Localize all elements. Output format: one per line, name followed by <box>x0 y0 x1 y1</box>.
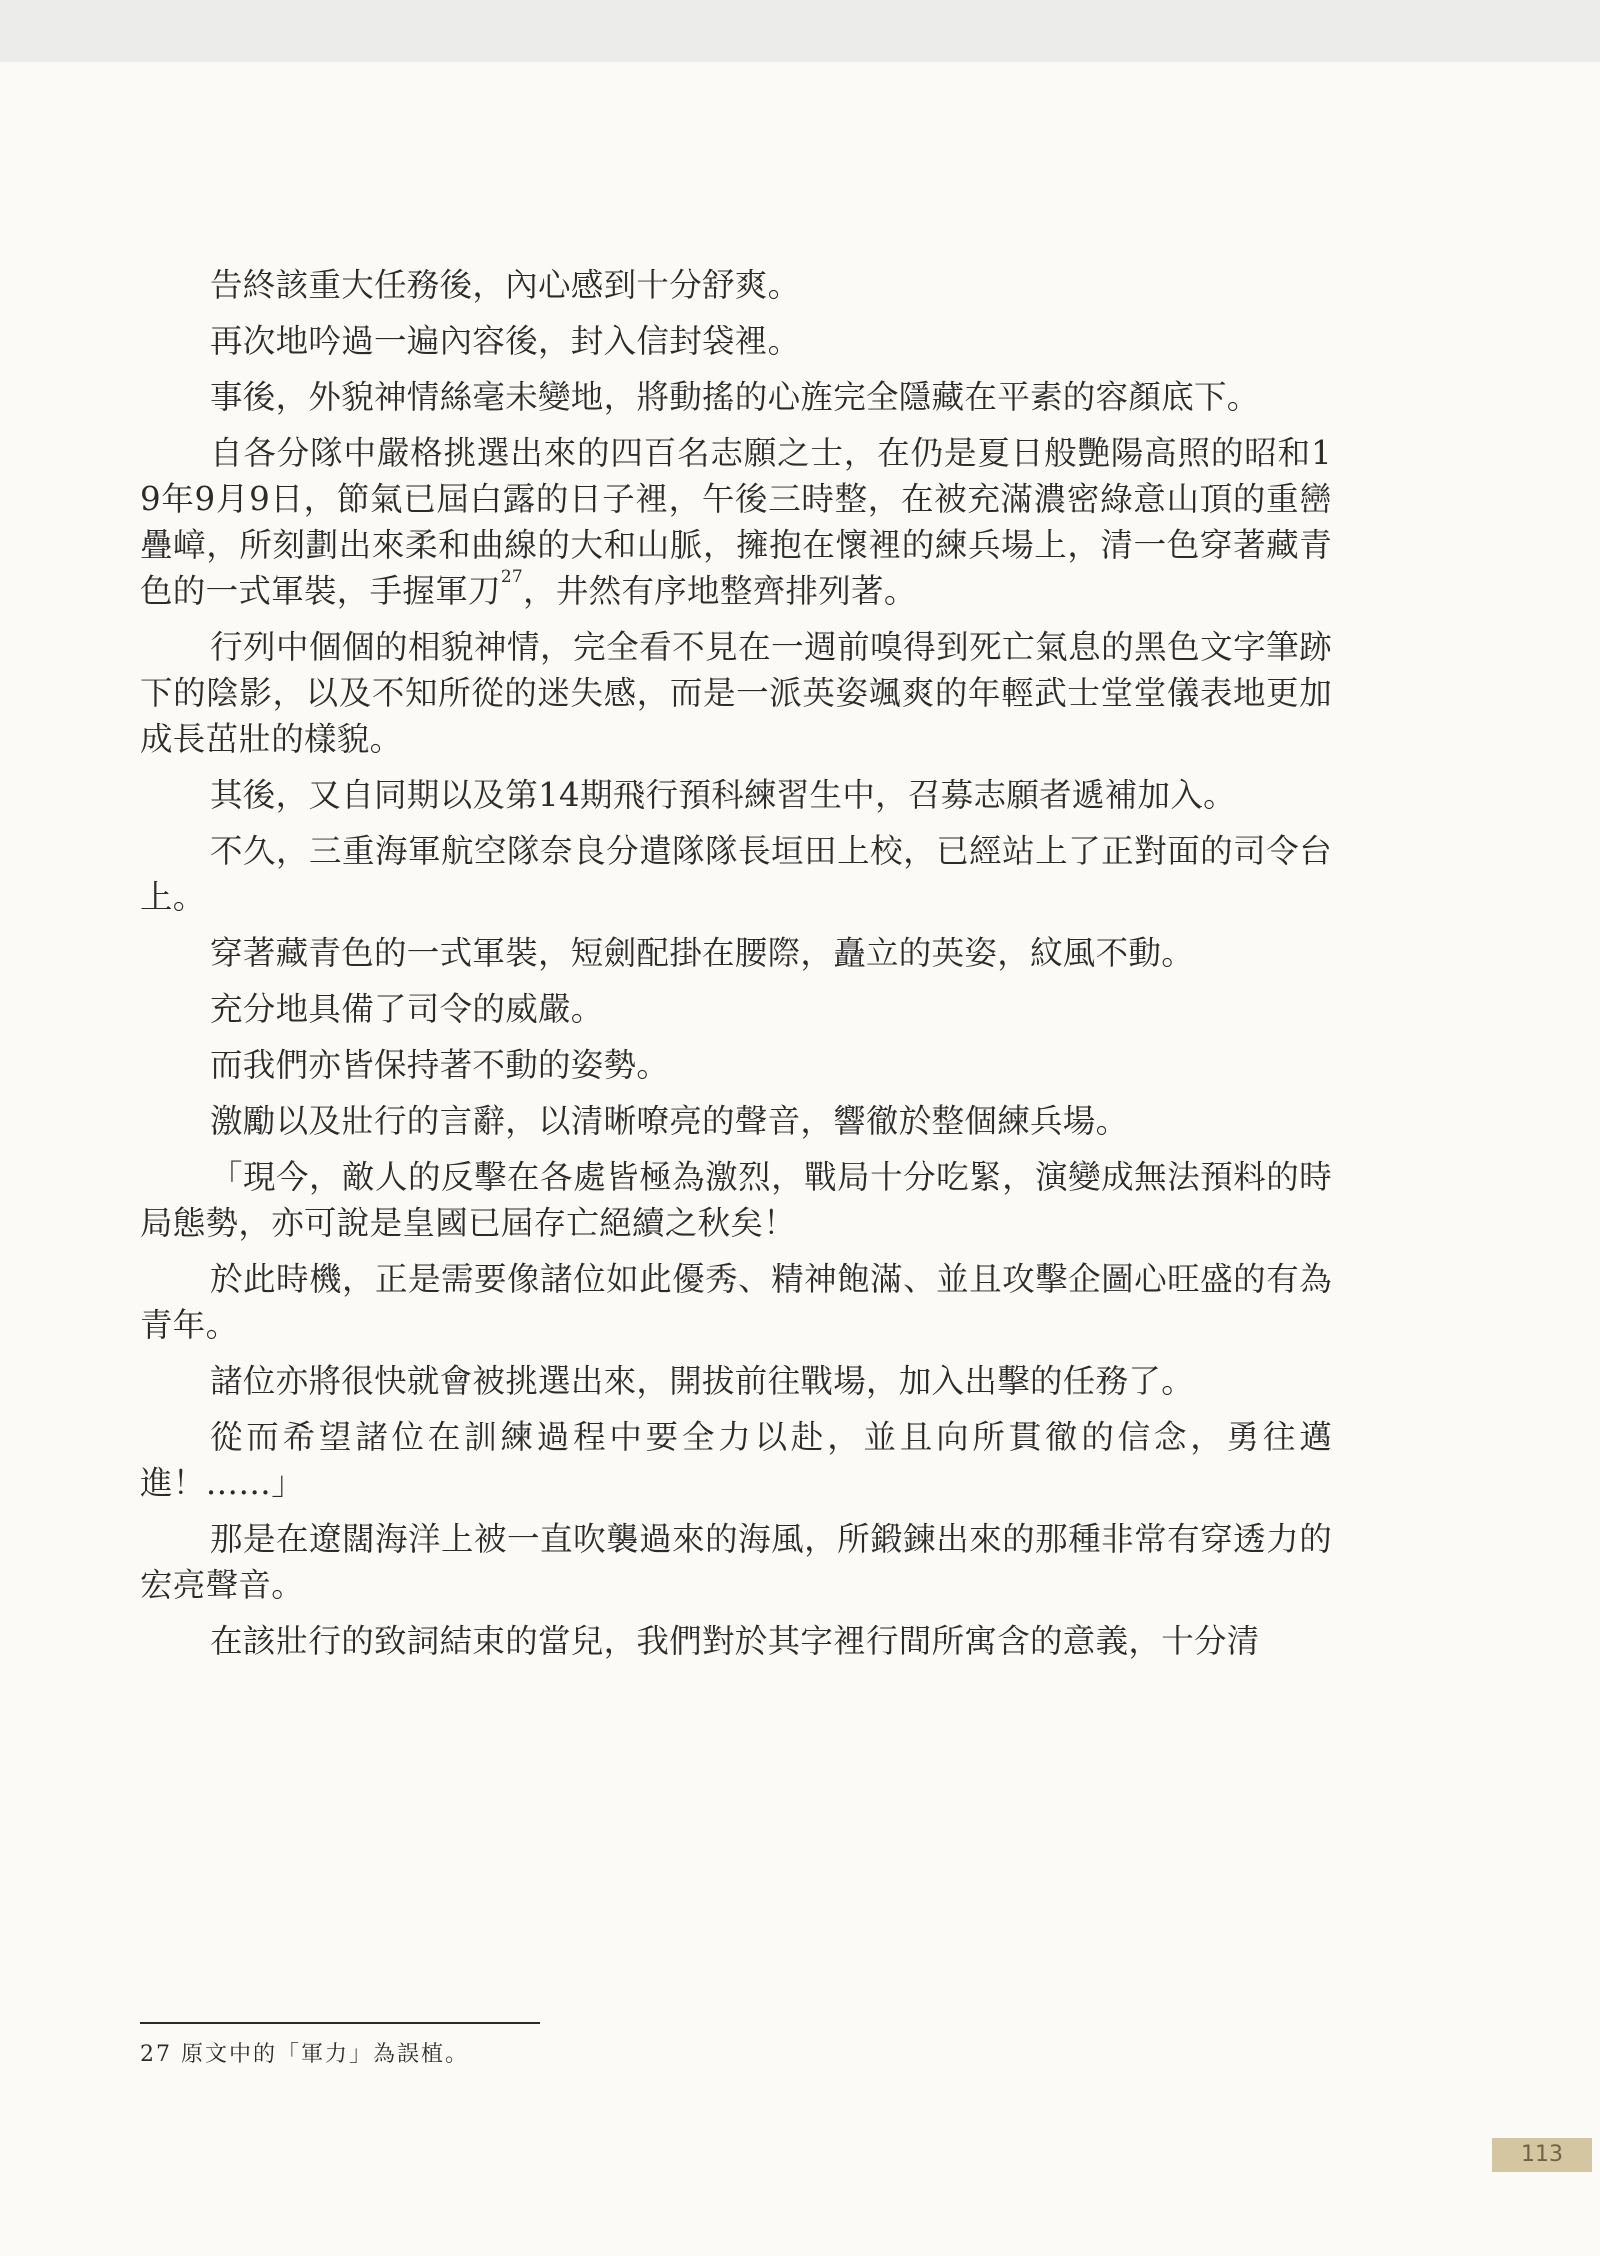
paragraph: 行列中個個的相貌神情，完全看不見在一週前嗅得到死亡氣息的黑色文字筆跡下的陰影，以及不知所從的迷失感，而是一派英姿颯爽的年輕武士堂堂儀表地更加成長茁壯的樣貌。 <box>140 628 1332 758</box>
page-number: 113 <box>1492 2138 1592 2172</box>
paragraph: 激勵以及壯行的言辭，以清晰嘹亮的聲音，響徹於整個練兵場。 <box>210 1102 1129 1140</box>
paragraph: 那是在遼闊海洋上被一直吹襲過來的海風，所鍛鍊出來的那種非常有穿透力的宏亮聲音。 <box>140 1520 1332 1604</box>
paragraph <box>140 430 1332 614</box>
paragraph: 在該壯行的致詞結束的當兒，我們對於其字裡行間所寓含的意義，十分清 <box>210 1622 1260 1660</box>
footnote: 27 原文中的「軍力」為誤植。 <box>140 2042 469 2067</box>
paragraph: 事後，外貌神情絲毫未變地，將動搖的心旌完全隱藏在平素的容顏底下。 <box>210 378 1260 416</box>
paragraph: 而我們亦皆保持著不動的姿勢。 <box>210 1046 670 1084</box>
scan-top-band <box>0 0 1600 63</box>
paragraph-text: ，井然有序地整齊排列著。 <box>523 572 917 610</box>
body-text <box>140 262 1332 1664</box>
footnote-divider <box>140 2022 540 2024</box>
paragraph: 諸位亦將很快就會被挑選出來，開拔前往戰場，加入出擊的任務了。 <box>210 1362 1195 1400</box>
paragraph: 從而希望諸位在訓練過程中要全力以赴，並且向所貫徹的信念，勇往邁進！……」 <box>140 1418 1332 1502</box>
paragraph: 再次地吟過一遍內容後，封入信封袋裡。 <box>210 322 801 360</box>
paragraph: 充分地具備了司令的威嚴。 <box>210 990 604 1028</box>
paragraph: 不久，三重海軍航空隊奈良分遣隊隊長垣田上校，已經站上了正對面的司令台上。 <box>140 832 1332 916</box>
paragraph: 於此時機，正是需要像諸位如此優秀、精神飽滿、並且攻擊企圖心旺盛的有為青年。 <box>140 1260 1332 1344</box>
paragraph-text: 自各分隊中嚴格挑選出來的四百名志願之士，在仍是夏日般艷陽高照的昭和19年9月9日，節氣已屆白露的日子裡，午後三時整，在被充滿濃密綠意山頂的重巒疊嶂，所刻劃出來柔和曲線的大和山脈，擁抱在懷裡的練兵場上，清一色穿著藏青色的一式軍裝，手握軍刀 <box>140 434 1332 610</box>
footnote-ref: 27 <box>500 567 524 587</box>
paragraph: 「現今，敵人的反擊在各處皆極為激烈，戰局十分吃緊，演變成無法預料的時局態勢，亦可說是皇國已屆存亡絕續之秋矣！ <box>140 1158 1332 1242</box>
paragraph: 告終該重大任務後，內心感到十分舒爽。 <box>210 266 801 304</box>
paragraph: 其後，又自同期以及第14期飛行預科練習生中，召募志願者遞補加入。 <box>210 776 1236 814</box>
paragraph: 穿著藏青色的一式軍裝，短劍配掛在腰際，矗立的英姿，紋風不動。 <box>210 934 1195 972</box>
